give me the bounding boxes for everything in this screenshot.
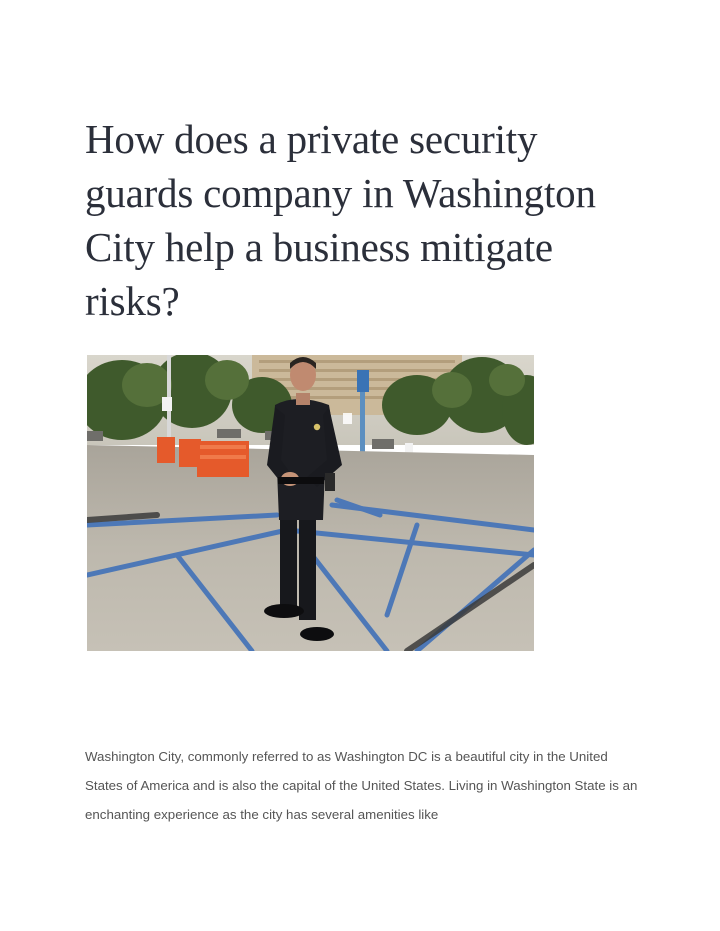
article-title: How does a private security guards company in Washington City help a business mitigate risks? — [85, 116, 596, 324]
article-body: Washington City, commonly referred to as Washington DC is a beautiful city in the United States of America and is also the capital of the United States. Living in Washington State is an enchanting experience as the city has several amenities like — [85, 749, 638, 822]
security-guard-photo — [87, 355, 534, 651]
